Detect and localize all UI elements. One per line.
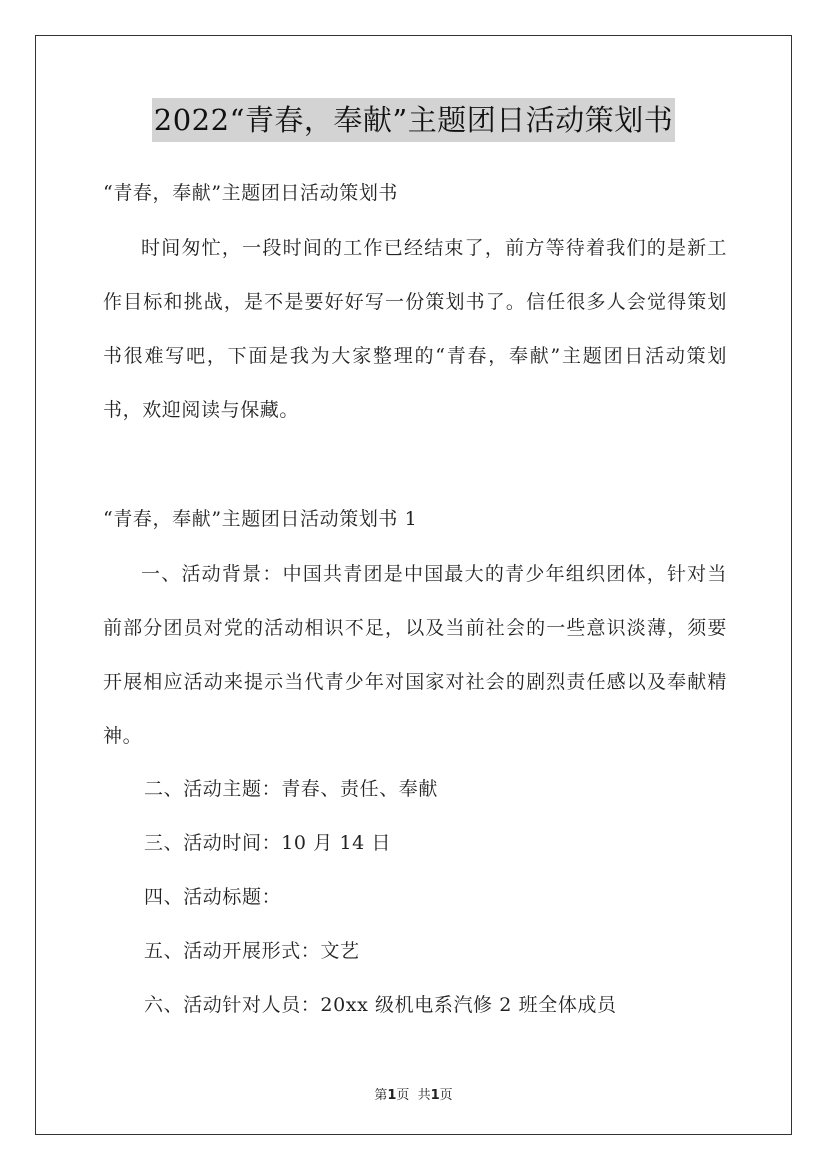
footer-page-prefix: 第 [374, 1088, 388, 1103]
footer-page-suffix: 页 [396, 1088, 410, 1103]
background-paragraph: 一、活动背景：中国共青团是中国最大的青少年组织团体，针对当前部分团员对党的活动相识不足，以及当前社会的一些意识淡薄，须要开展相应活动来提示当代青少年对国家对社会的剧烈责任感以及奉献精神。 [103, 563, 727, 747]
intro-paragraph: 时间匆忙，一段时间的工作已经结束了，前方等待着我们的是新工作目标和挑战，是不是要好好写一份策划书了。信任很多人会觉得策划书很难写吧，下面是我为大家整理的“青春，奉献”主题团日活动策划书，欢迎阅读与保藏。 [103, 237, 727, 421]
document-title: 2022“青春，奉献”主题团日活动策划书 [152, 98, 675, 142]
section-heading: “青春，奉献”主题团日活动策划书 1 [103, 508, 418, 530]
theme-item: 二、活动主题：青春、责任、奉献 [144, 778, 439, 800]
footer-total-prefix: 共 [417, 1088, 431, 1103]
time-item: 三、活动时间：10 月 14 日 [144, 832, 392, 854]
page-footer [0, 1084, 827, 1103]
slogan-item: 四、活动标题： [144, 886, 282, 908]
footer-page-number: 1 [387, 1088, 397, 1103]
audience-item: 六、活动针对人员：20xx 级机电系汽修 2 班全体成员 [144, 994, 617, 1016]
footer-total-number: 1 [430, 1088, 440, 1103]
document-subtitle: “青春，奉献”主题团日活动策划书 [103, 182, 399, 204]
title-container [0, 98, 827, 142]
footer-total-suffix: 页 [439, 1088, 453, 1103]
form-item: 五、活动开展形式：文艺 [144, 940, 360, 962]
